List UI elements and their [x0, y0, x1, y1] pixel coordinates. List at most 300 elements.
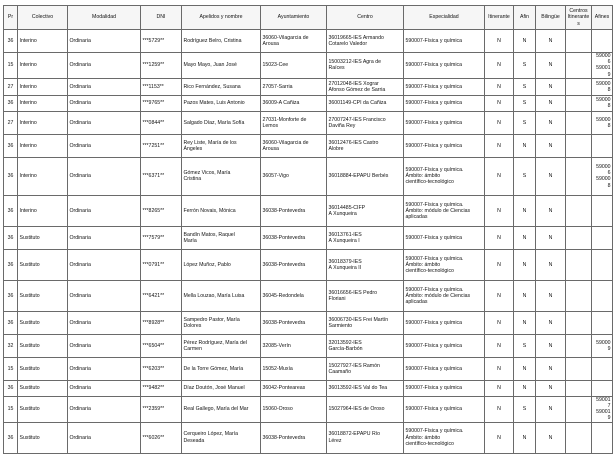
cell-dni: ***1259** — [141, 53, 182, 79]
cell-modalidad: Ordinaria — [68, 78, 141, 95]
cell-centro — [327, 157, 404, 195]
cell-pr: 27 — [4, 78, 18, 95]
cell-especialidad — [404, 380, 485, 396]
cell-dni: ***7251** — [141, 134, 182, 157]
cell-especialidad — [404, 357, 485, 380]
cell-afines-line: 590008 — [596, 80, 611, 93]
cell-especialidad-line: 590007-Física y química — [405, 62, 463, 69]
cell-especialidad-line: 590007-Física y química — [405, 406, 463, 413]
cell-centro — [327, 95, 404, 111]
cell-dni: ***6371** — [141, 157, 182, 195]
cell-dni: ***2359** — [141, 396, 182, 422]
cell-centro-line: 36018379-IES — [328, 258, 362, 265]
cell-nombre — [182, 249, 261, 280]
cell-ayuntamiento-line: 15060-Oroso — [262, 406, 293, 413]
cell-especialidad-line: Ámbito: módulo de Ciencias — [405, 207, 471, 214]
cell-nombre-line: Ángeles — [183, 145, 203, 152]
cell-modalidad: Ordinaria — [68, 111, 141, 134]
cell-centros-itinerantes — [566, 380, 592, 396]
cell-ayuntamiento-line: Arousa — [262, 145, 279, 152]
cell-itinerante: N — [485, 280, 514, 311]
cell-afines-line: 590017 — [596, 396, 611, 410]
cell-afines — [592, 396, 613, 422]
cell-nombre — [182, 53, 261, 79]
cell-centro — [327, 134, 404, 157]
cell-colectivo: Interino — [18, 157, 68, 195]
cell-centros-itinerantes — [566, 396, 592, 422]
header-dni: DNI — [141, 6, 182, 30]
cell-bilingue: N — [536, 334, 566, 357]
cell-colectivo: Sustituto — [18, 334, 68, 357]
cell-ayuntamiento — [261, 226, 327, 249]
table-row — [4, 78, 613, 95]
cell-afin: S — [514, 157, 536, 195]
cell-nombre-line: Cristina — [183, 176, 202, 183]
cell-centro-line: Caamaño — [328, 368, 351, 375]
cell-nombre — [182, 30, 261, 53]
header-ayuntamiento: Ayuntamiento — [261, 6, 327, 30]
cell-afin: N — [514, 30, 536, 53]
cell-centro-line: 36014485-CIFP — [328, 204, 366, 211]
cell-afin: N — [514, 226, 536, 249]
cell-afin: S — [514, 78, 536, 95]
header-centro: Centro — [327, 6, 404, 30]
cell-bilingue: N — [536, 380, 566, 396]
cell-especialidad — [404, 195, 485, 226]
cell-ayuntamiento — [261, 53, 327, 79]
cell-colectivo: Sustituto — [18, 280, 68, 311]
cell-ayuntamiento-line: 36038-Pontevedra — [262, 261, 306, 268]
cell-afines — [592, 95, 613, 111]
cell-afin: N — [514, 380, 536, 396]
cell-especialidad-line: científico-tecnológico — [405, 267, 454, 274]
cell-colectivo: Interino — [18, 53, 68, 79]
cell-centro-line: 27007247-IES Francisco — [328, 116, 386, 123]
cell-ayuntamiento — [261, 157, 327, 195]
cell-afines-line: 590019 — [596, 65, 611, 78]
cell-centro-line: A Xunqueira II — [328, 264, 362, 271]
cell-afin: N — [514, 357, 536, 380]
cell-centro — [327, 53, 404, 79]
cell-especialidad-line: 590007-Física y química. — [405, 286, 464, 293]
cell-bilingue: N — [536, 195, 566, 226]
cell-ayuntamiento-line: 36038-Pontevedra — [262, 319, 306, 326]
cell-itinerante: N — [485, 157, 514, 195]
cell-centro-line: 36006730-IES Frei Martín — [328, 316, 389, 323]
cell-especialidad-line: 590007-Física y química — [405, 234, 463, 241]
cell-colectivo: Sustituto — [18, 380, 68, 396]
cell-centro-line: 36012476-IES Castro — [328, 139, 379, 146]
cell-afin: S — [514, 111, 536, 134]
cell-colectivo: Interino — [18, 95, 68, 111]
cell-colectivo: Sustituto — [18, 249, 68, 280]
table-row — [4, 357, 613, 380]
cell-bilingue: N — [536, 30, 566, 53]
cell-especialidad-line: 590007-Física y química — [405, 142, 463, 149]
cell-nombre-line: Salgado Díaz, María Sofía — [183, 119, 245, 126]
cell-bilingue: N — [536, 280, 566, 311]
cell-especialidad-line: científico-tecnológico — [405, 179, 454, 186]
cell-nombre-line: Bandín Matos, Raquel — [183, 231, 235, 238]
cell-especialidad-line: Ámbito: ámbito — [405, 434, 441, 441]
cell-nombre-line: Díaz Doutón, José Manuel — [183, 385, 245, 392]
cell-nombre-line: Rodríguez Belro, Cristina — [183, 37, 242, 44]
cell-centro-line: A Xunqueira — [328, 210, 357, 217]
cell-nombre-line: Real Gallego, María del Mar — [183, 406, 249, 413]
adjudication-table — [3, 5, 613, 454]
cell-centro — [327, 380, 404, 396]
cell-itinerante: N — [485, 53, 514, 79]
cell-itinerante: N — [485, 396, 514, 422]
cell-ayuntamiento — [261, 280, 327, 311]
cell-centros-itinerantes — [566, 157, 592, 195]
cell-itinerante: N — [485, 422, 514, 453]
cell-dni: ***6504** — [141, 334, 182, 357]
cell-dni: ***6421** — [141, 280, 182, 311]
cell-bilingue: N — [536, 249, 566, 280]
cell-centro-line: Sarmiento — [328, 322, 353, 329]
cell-dni: ***6026** — [141, 422, 182, 453]
header-afines: Afines — [592, 6, 613, 30]
cell-especialidad — [404, 111, 485, 134]
cell-nombre — [182, 226, 261, 249]
cell-afin: S — [514, 53, 536, 79]
table-row — [4, 30, 613, 53]
cell-afines — [592, 280, 613, 311]
cell-ayuntamiento — [261, 195, 327, 226]
cell-bilingue: N — [536, 157, 566, 195]
cell-pr: 36 — [4, 311, 18, 334]
cell-centro — [327, 422, 404, 453]
cell-ayuntamiento — [261, 396, 327, 422]
cell-especialidad — [404, 422, 485, 453]
cell-centro-line: Floriani — [328, 295, 346, 302]
cell-itinerante: N — [485, 380, 514, 396]
cell-ayuntamiento-line: 36057-Vigo — [262, 173, 289, 180]
cell-nombre-line: Cerqueiro López, María — [183, 431, 238, 438]
table-row — [4, 380, 613, 396]
cell-ayuntamiento-line: 27057-Sarria — [262, 83, 293, 90]
cell-afines — [592, 311, 613, 334]
cell-centros-itinerantes — [566, 53, 592, 79]
cell-nombre-line: Deseada — [183, 437, 205, 444]
cell-dni: ***5729** — [141, 30, 182, 53]
cell-centro-line: 15003212-IES Agra de — [328, 59, 381, 66]
cell-centro-line: 15027927-IES Ramón — [328, 362, 380, 369]
cell-pr: 36 — [4, 380, 18, 396]
cell-modalidad: Ordinaria — [68, 30, 141, 53]
cell-centro — [327, 226, 404, 249]
cell-afines-line: 590009 — [596, 339, 611, 352]
cell-especialidad-line: 590007-Física y química — [405, 37, 463, 44]
cell-modalidad: Ordinaria — [68, 380, 141, 396]
cell-ayuntamiento-line: 36038-Pontevedra — [262, 207, 306, 214]
cell-especialidad — [404, 134, 485, 157]
table-row — [4, 311, 613, 334]
cell-dni: ***8265** — [141, 195, 182, 226]
cell-ayuntamiento — [261, 134, 327, 157]
table-row — [4, 422, 613, 453]
cell-dni: ***7579** — [141, 226, 182, 249]
cell-dni: ***0844** — [141, 111, 182, 134]
cell-nombre — [182, 95, 261, 111]
cell-ayuntamiento — [261, 311, 327, 334]
cell-afin: S — [514, 396, 536, 422]
cell-centros-itinerantes — [566, 280, 592, 311]
cell-modalidad: Ordinaria — [68, 249, 141, 280]
cell-ayuntamiento — [261, 78, 327, 95]
cell-bilingue: N — [536, 396, 566, 422]
table-row — [4, 195, 613, 226]
cell-ayuntamiento-line: 15023-Cee — [262, 62, 289, 69]
cell-nombre — [182, 111, 261, 134]
cell-especialidad-line: Ámbito: módulo de Ciencias — [405, 292, 471, 299]
cell-pr: 36 — [4, 134, 18, 157]
cell-itinerante: N — [485, 78, 514, 95]
cell-especialidad — [404, 157, 485, 195]
cell-centros-itinerantes — [566, 422, 592, 453]
cell-modalidad: Ordinaria — [68, 334, 141, 357]
cell-ayuntamiento — [261, 422, 327, 453]
cell-centros-itinerantes — [566, 249, 592, 280]
cell-dni: ***0791** — [141, 249, 182, 280]
cell-especialidad — [404, 53, 485, 79]
cell-itinerante: N — [485, 95, 514, 111]
cell-especialidad-line: aplicadas — [405, 298, 428, 305]
cell-afines-line: 590006 — [596, 53, 611, 66]
cell-afin: S — [514, 334, 536, 357]
header-afin: Afin — [514, 6, 536, 30]
cell-ayuntamiento-line: Arousa — [262, 41, 279, 47]
cell-colectivo: Sustituto — [18, 422, 68, 453]
cell-centros-itinerantes — [566, 95, 592, 111]
cell-especialidad-line: 590007-Física y química — [405, 83, 463, 90]
cell-nombre — [182, 157, 261, 195]
header-colectivo: Colectivo — [18, 6, 68, 30]
table-row — [4, 226, 613, 249]
cell-itinerante: N — [485, 195, 514, 226]
cell-itinerante: N — [485, 30, 514, 53]
cell-especialidad — [404, 249, 485, 280]
cell-centro — [327, 249, 404, 280]
cell-centro-line: Daviña Rey — [328, 122, 356, 129]
cell-centro-line: Raíces — [328, 65, 345, 72]
cell-colectivo: Interino — [18, 134, 68, 157]
cell-nombre-line: María — [183, 237, 197, 244]
cell-centros-itinerantes — [566, 30, 592, 53]
cell-colectivo: Interino — [18, 195, 68, 226]
cell-especialidad — [404, 95, 485, 111]
cell-itinerante: N — [485, 111, 514, 134]
cell-colectivo: Sustituto — [18, 311, 68, 334]
cell-pr: 36 — [4, 195, 18, 226]
cell-pr: 36 — [4, 249, 18, 280]
cell-centro — [327, 30, 404, 53]
cell-itinerante: N — [485, 357, 514, 380]
cell-especialidad-line: científico-tecnológico — [405, 440, 454, 447]
cell-afines-line: 590008 — [596, 97, 611, 110]
cell-especialidad-line: 590007-Física y química — [405, 100, 463, 107]
cell-dni: ***9482** — [141, 380, 182, 396]
cell-dni: ***1153** — [141, 78, 182, 95]
cell-modalidad: Ordinaria — [68, 157, 141, 195]
cell-afines-line: 590019 — [596, 409, 611, 422]
header-modalidad: Modalidad — [68, 6, 141, 30]
cell-pr: 36 — [4, 280, 18, 311]
cell-ayuntamiento-line: 36045-Redondela — [262, 292, 304, 299]
table-row — [4, 157, 613, 195]
cell-bilingue: N — [536, 311, 566, 334]
cell-especialidad-line: Ámbito: ámbito — [405, 173, 441, 180]
cell-centro-line: 36013761-IES — [328, 231, 362, 238]
cell-nombre-line: Gómez Vicos, María — [183, 170, 231, 177]
cell-nombre-line: Carmen — [183, 345, 202, 352]
cell-afin: N — [514, 195, 536, 226]
cell-modalidad: Ordinaria — [68, 226, 141, 249]
cell-nombre — [182, 334, 261, 357]
cell-centro-line: Lérez — [328, 437, 342, 444]
cell-nombre-line: De la Torre Gómez, María — [183, 365, 244, 372]
cell-especialidad-line: 590007-Física y química — [405, 319, 463, 326]
cell-nombre-line: Pérez Rodríguez, María del — [183, 339, 247, 346]
cell-centro-line: Afonso Gómez de Sarria — [328, 86, 386, 93]
cell-pr: 15 — [4, 396, 18, 422]
cell-afines-line: 590006 — [596, 163, 611, 177]
cell-centro-line: 36018884-EPAPU Berbés — [328, 173, 389, 180]
cell-nombre — [182, 422, 261, 453]
cell-bilingue: N — [536, 53, 566, 79]
cell-pr: 27 — [4, 111, 18, 134]
cell-afines — [592, 157, 613, 195]
header-pr: Pr — [4, 6, 18, 30]
cell-itinerante: N — [485, 249, 514, 280]
cell-especialidad-line: 590007-Física y química. — [405, 428, 464, 435]
cell-nombre — [182, 134, 261, 157]
cell-especialidad — [404, 226, 485, 249]
cell-modalidad: Ordinaria — [68, 280, 141, 311]
cell-especialidad — [404, 311, 485, 334]
cell-ayuntamiento — [261, 111, 327, 134]
cell-especialidad-line: Ámbito: ámbito — [405, 261, 441, 268]
cell-especialidad-line: aplicadas — [405, 213, 428, 220]
cell-ayuntamiento — [261, 334, 327, 357]
cell-pr: 32 — [4, 334, 18, 357]
cell-afin: N — [514, 422, 536, 453]
cell-especialidad-line: 590007-Física y química — [405, 385, 463, 392]
cell-centro — [327, 334, 404, 357]
cell-nombre-line: Rico Fernández, Susana — [183, 83, 241, 90]
cell-ayuntamiento-line: Lemos — [262, 122, 279, 129]
cell-centros-itinerantes — [566, 111, 592, 134]
cell-modalidad: Ordinaria — [68, 95, 141, 111]
cell-ayuntamiento-line: 36009-A Cañiza — [262, 100, 300, 107]
header-especialidad: Especialidad — [404, 6, 485, 30]
cell-nombre-line: Pazos Mates, Luis Antonio — [183, 100, 245, 107]
cell-ayuntamiento-line: 36060-Vilagarcia de — [262, 139, 309, 146]
cell-afines — [592, 134, 613, 157]
cell-pr: 36 — [4, 422, 18, 453]
cell-centros-itinerantes — [566, 357, 592, 380]
cell-centros-itinerantes — [566, 195, 592, 226]
cell-centro-line: 36001149-CPI da Cañiza — [328, 100, 387, 107]
cell-bilingue: N — [536, 357, 566, 380]
cell-bilingue: N — [536, 111, 566, 134]
header-nombre: Apelidos y nombre — [182, 6, 261, 30]
cell-pr: 36 — [4, 226, 18, 249]
cell-nombre-line: Dolores — [183, 322, 202, 329]
table-body — [4, 30, 613, 454]
cell-bilingue: N — [536, 226, 566, 249]
cell-centro-line: A Xunqueira I — [328, 237, 360, 244]
table-row — [4, 95, 613, 111]
cell-nombre-line: Ferrón Novais, Mónica — [183, 207, 236, 214]
cell-nombre-line: Mella Louzao, María Luisa — [183, 292, 245, 299]
cell-centro — [327, 111, 404, 134]
cell-centro — [327, 357, 404, 380]
cell-centro-line: 15027964-IES de Oroso — [328, 406, 385, 413]
cell-nombre-line: López Muñoz, Pablo — [183, 261, 231, 268]
cell-dni: ***9765** — [141, 95, 182, 111]
header-bilingue: Bilingüe — [536, 6, 566, 30]
cell-afines-line: 590008 — [596, 116, 611, 129]
cell-afines — [592, 380, 613, 396]
cell-especialidad-line: 590007-Física y química — [405, 119, 463, 126]
cell-afines — [592, 195, 613, 226]
cell-bilingue: N — [536, 95, 566, 111]
cell-modalidad: Ordinaria — [68, 134, 141, 157]
header-centros-itinerantes: Centros Itinerantes — [566, 6, 592, 30]
cell-nombre — [182, 396, 261, 422]
cell-centros-itinerantes — [566, 334, 592, 357]
cell-centro-line: 36016656-IES Pedro — [328, 289, 377, 296]
cell-itinerante: N — [485, 134, 514, 157]
table-row — [4, 280, 613, 311]
cell-especialidad-line: 590007-Física y química — [405, 342, 463, 349]
cell-ayuntamiento — [261, 95, 327, 111]
cell-centro-line: 36019665-IES Armando — [328, 34, 384, 41]
cell-modalidad: Ordinaria — [68, 53, 141, 79]
cell-especialidad — [404, 280, 485, 311]
cell-centro-line: Cotarelo Valedor — [328, 41, 368, 47]
cell-centros-itinerantes — [566, 311, 592, 334]
cell-afines — [592, 357, 613, 380]
table-row — [4, 249, 613, 280]
cell-dni: ***6203** — [141, 357, 182, 380]
cell-centro — [327, 195, 404, 226]
cell-especialidad — [404, 396, 485, 422]
cell-centros-itinerantes — [566, 78, 592, 95]
cell-especialidad-line: 590007-Física y química. — [405, 255, 464, 262]
cell-ayuntamiento-line: 36042-Ponteareas — [262, 385, 306, 392]
cell-nombre — [182, 380, 261, 396]
cell-afines — [592, 226, 613, 249]
cell-pr: 15 — [4, 357, 18, 380]
cell-afin: N — [514, 249, 536, 280]
cell-bilingue: N — [536, 422, 566, 453]
cell-modalidad: Ordinaria — [68, 195, 141, 226]
cell-nombre — [182, 357, 261, 380]
cell-ayuntamiento — [261, 380, 327, 396]
cell-dni: ***8928** — [141, 311, 182, 334]
table-header — [4, 6, 613, 30]
cell-centro — [327, 280, 404, 311]
cell-colectivo: Interino — [18, 30, 68, 53]
cell-modalidad: Ordinaria — [68, 422, 141, 453]
cell-nombre — [182, 195, 261, 226]
cell-pr: 36 — [4, 95, 18, 111]
cell-pr: 15 — [4, 53, 18, 79]
cell-ayuntamiento — [261, 357, 327, 380]
